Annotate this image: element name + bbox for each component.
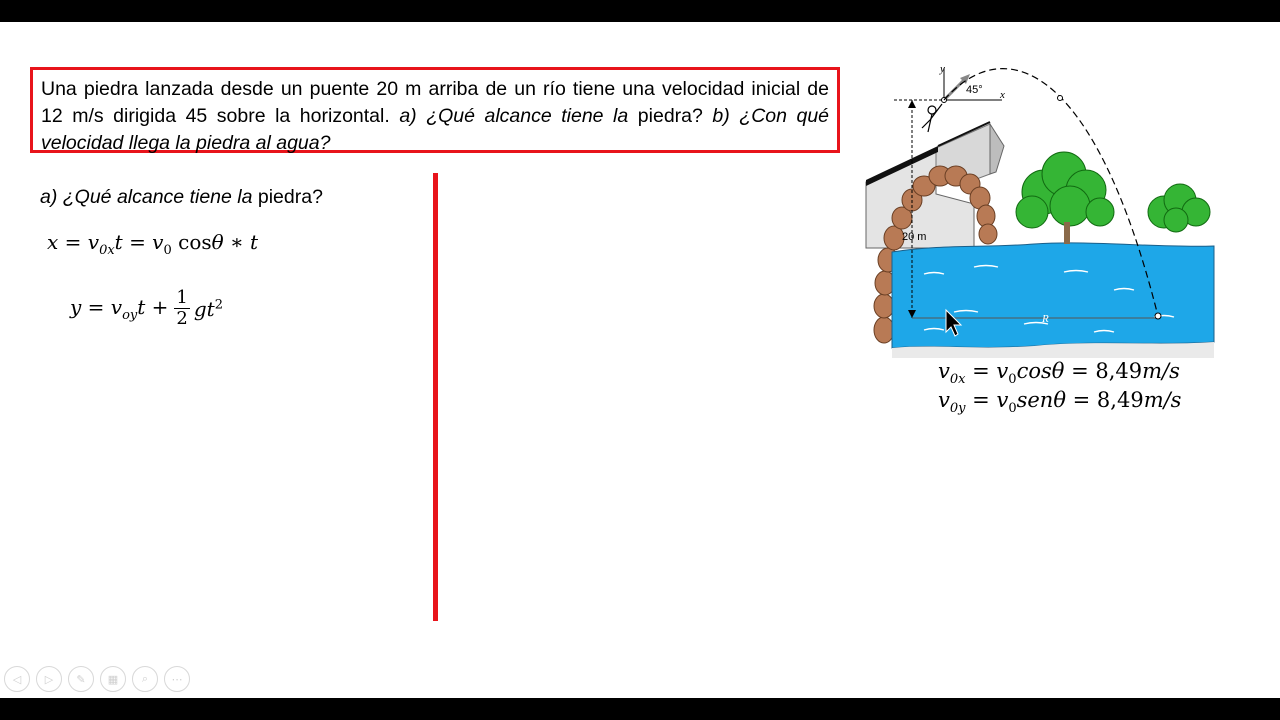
equation-vx: $v_{0x} = v_0\cos\theta = 8,49m/s$ [938,359,1180,388]
tree-right [1148,184,1210,232]
angle-label: 45° [966,84,983,96]
height-label: 20 m [902,231,927,243]
slideshow-toolbar [4,666,190,692]
axis-y-label: y [940,63,945,75]
bridge-projectile-figure [864,62,1216,358]
vx-unit: m/s [1142,359,1180,383]
question-a-italic: a) ¿Qué alcance tiene la [399,105,629,127]
next-icon[interactable]: ▷ [36,666,62,692]
prev-icon[interactable]: ◁ [4,666,30,692]
question-a-rest: piedra? [637,105,703,127]
river [892,243,1214,348]
vy-value: 8,49 [1096,388,1144,412]
range-label: R [1042,313,1049,325]
more-icon[interactable]: ⋯ [164,666,190,692]
vy-unit: m/s [1143,388,1182,412]
person-throwing [922,104,942,132]
slides-icon[interactable]: ▦ [100,666,126,692]
axis-x-label: x [1000,89,1005,101]
pen-icon[interactable]: ✎ [68,666,94,692]
fraction-one-half: $\frac{1}{2}$ [176,287,188,329]
section-a-heading-rest: piedra? [257,186,323,208]
problem-statement [30,67,840,153]
vertical-divider [433,173,438,621]
section-a-heading [40,186,323,209]
tree-left [1016,152,1114,228]
equation-vy: $v_{0y} = v_0sen\theta = 8,49m/s$ [938,388,1182,417]
zoom-icon[interactable]: ⌕ [132,666,158,692]
equation-x: $x = v_{0x}t = v_0$ cosθ ∗ t [47,230,259,258]
vx-value: 8,49 [1095,359,1143,383]
question-b: b) ¿Con qué velocidad llega la piedra al agua? [41,105,830,154]
equation-y: $y = v_{oy}t$ + $\frac{1}{2}$ $gt^2$ [70,287,223,329]
problem-text: Una piedra lanzada desde un puente 20 m arriba de un río tiene una velocidad inicial de 12 m/s dirigida 45 sobre la horizontal. [41,78,829,127]
section-a-heading-italic: a) ¿Qué alcance tiene la [40,186,253,208]
slide [0,22,1280,698]
